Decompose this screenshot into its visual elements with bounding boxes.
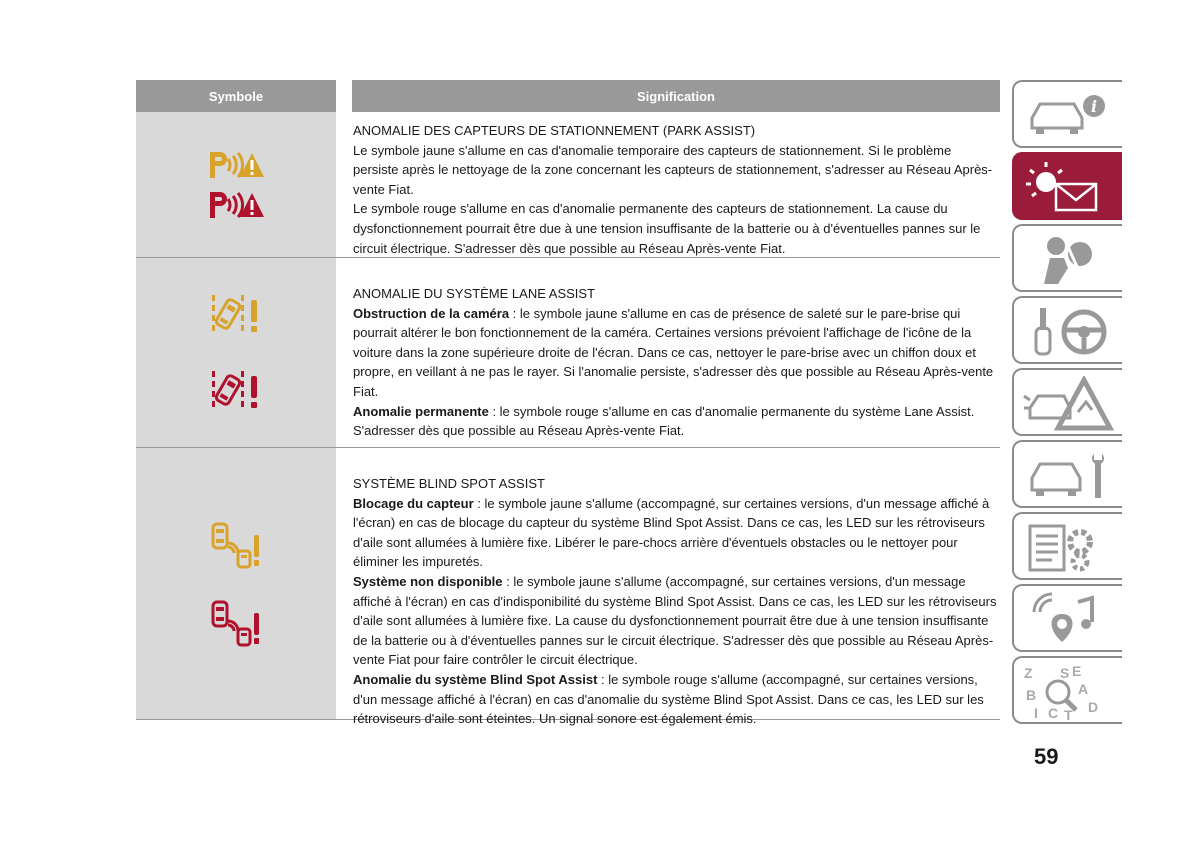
blind-spot-red-icon [210, 599, 262, 647]
svg-text:B: B [1026, 687, 1037, 703]
svg-text:A: A [1078, 681, 1089, 697]
svg-text:Z: Z [1024, 665, 1033, 681]
svg-text:D: D [1088, 699, 1099, 715]
meaning-cell [353, 448, 1000, 727]
tab-warning-lights[interactable] [1012, 152, 1122, 220]
table-row [136, 112, 1000, 258]
lane-assist-red-icon [209, 368, 263, 414]
tab-index[interactable] [1012, 656, 1122, 724]
section-title: ANOMALIE DU SYSTÈME LANE ASSIST [353, 286, 596, 301]
paragraph: Anomalie du système Blind Spot Assist : le symbole rouge s'allume (accompagné, sur certaines versions, d'un message affiché à l'écran) en cas d'anomalie du système Blind Spot Assist. Dans ce cas, les LED sur les rétroviseurs d'aile sont éteintes. Un signal sonore est également émis. [353, 671, 984, 727]
paragraph: Système non disponible : le symbole jaune s'allume (accompagné, sur certaines versions, d'un message affiché à l'écran) en cas d'indisponibilité du système Blind Spot Assist. Dans ce cas, les LED sur les rétroviseurs d'aile sont allumées à lumière fixe. La cause du dysfonctionnement pourrait être due à une tension insuffisante de la batterie ou à d'éventuelles pannes sur le circuit électrique. S'adresser dès que possible au Réseau Après-vente Fiat pour faire contrôler le circuit électrique. [353, 573, 997, 668]
header-symbol: Symbole [136, 80, 336, 112]
section-title: ANOMALIE DES CAPTEURS DE STATIONNEMENT (PARK ASSIST) [353, 123, 756, 138]
svg-text:I: I [1034, 705, 1038, 720]
park-assist-red-icon [206, 189, 266, 221]
symbol-cell [136, 112, 336, 257]
paragraph: Anomalie permanente : le symbole rouge s'allume en cas d'anomalie permanente du système Lane Assist. S'adresser dès que possible au Réseau Après-vente Fiat. [353, 403, 975, 439]
paragraph: Le symbole jaune s'allume en cas d'anomalie temporaire des capteurs de stationnement. Si le problème persiste après le nettoyage de la zone concernant les capteurs de stationnement, s'adresser au Réseau Après-vente Fiat. [353, 142, 993, 197]
car-info-icon [1022, 88, 1118, 144]
page-number: 59 [1034, 744, 1059, 769]
safety-airbag-icon [1022, 232, 1118, 288]
car-maintenance-icon [1022, 448, 1118, 504]
symbol-cell [136, 448, 336, 719]
meaning-cell [353, 112, 1000, 257]
svg-text:T: T [1064, 707, 1073, 720]
paragraph: Obstruction de la caméra : le symbole jaune s'allume en cas de présence de saleté sur le pare-brise qui pourrait altérer le bon fonctionnement de la caméra. Certaines versions prévoient l'affichage de l'icône de la voiture dans la zone supérieure droite de l'écran. Dans ce cas, nettoyer le pare-brise avec un chiffon doux et propre, en veillant à ne pas le rayer. Si l'anomalie persiste, s'adresser dès que possible au Réseau Après-vente Fiat. [353, 305, 994, 399]
park-assist-amber-icon [206, 149, 266, 181]
tab-technical-data[interactable] [1012, 512, 1122, 580]
emergency-triangle-icon [1022, 376, 1118, 432]
warning-lights-message-icon [1022, 160, 1118, 216]
tab-car-info[interactable] [1012, 80, 1122, 148]
header-meaning: Signification [352, 80, 1000, 112]
table-row [136, 258, 1000, 448]
table-row [136, 448, 1000, 727]
table-header [136, 80, 1000, 112]
svg-text:S: S [1060, 665, 1070, 681]
tab-maintenance[interactable] [1012, 440, 1122, 508]
key-steering-wheel-icon [1022, 304, 1118, 360]
svg-text:i: i [1090, 97, 1098, 116]
paragraph: Blocage du capteur : le symbole jaune s'allume (accompagné, sur certaines versions, d'un message affiché à l'écran) en cas de blocage du capteur du système Blind Spot Assist. Dans ce cas, les LED sur les rétroviseurs d'aile sont allumées à lumière fixe. Libérer le pare-chocs arrière d'éventuels obstacles ou le nettoyer pour éliminer les impuretés. [353, 495, 990, 570]
meaning-cell [353, 258, 1000, 447]
tab-key-steering[interactable] [1012, 296, 1122, 364]
svg-text:E: E [1072, 664, 1082, 679]
symbol-cell [136, 258, 336, 447]
multimedia-icon [1022, 592, 1118, 648]
svg-text:C: C [1048, 705, 1059, 720]
tab-multimedia[interactable] [1012, 584, 1122, 652]
section-title: SYSTÈME BLIND SPOT ASSIST [353, 476, 545, 491]
warning-lights-table [136, 80, 1000, 727]
tab-emergency[interactable] [1012, 368, 1122, 436]
lane-assist-amber-icon [209, 292, 263, 338]
alphabetical-index-icon [1022, 664, 1118, 720]
technical-data-icon [1022, 520, 1118, 576]
blind-spot-amber-icon [210, 521, 262, 569]
paragraph: Le symbole rouge s'allume en cas d'anomalie permanente des capteurs de stationnement. La cause du dysfonctionnement pourrait être due à une tension insuffisante de la batterie ou à d'éventuelles pannes sur le circuit électrique. S'adresser dès que possible au Réseau Après-vente Fiat. [353, 201, 981, 256]
tab-safety[interactable] [1012, 224, 1122, 292]
